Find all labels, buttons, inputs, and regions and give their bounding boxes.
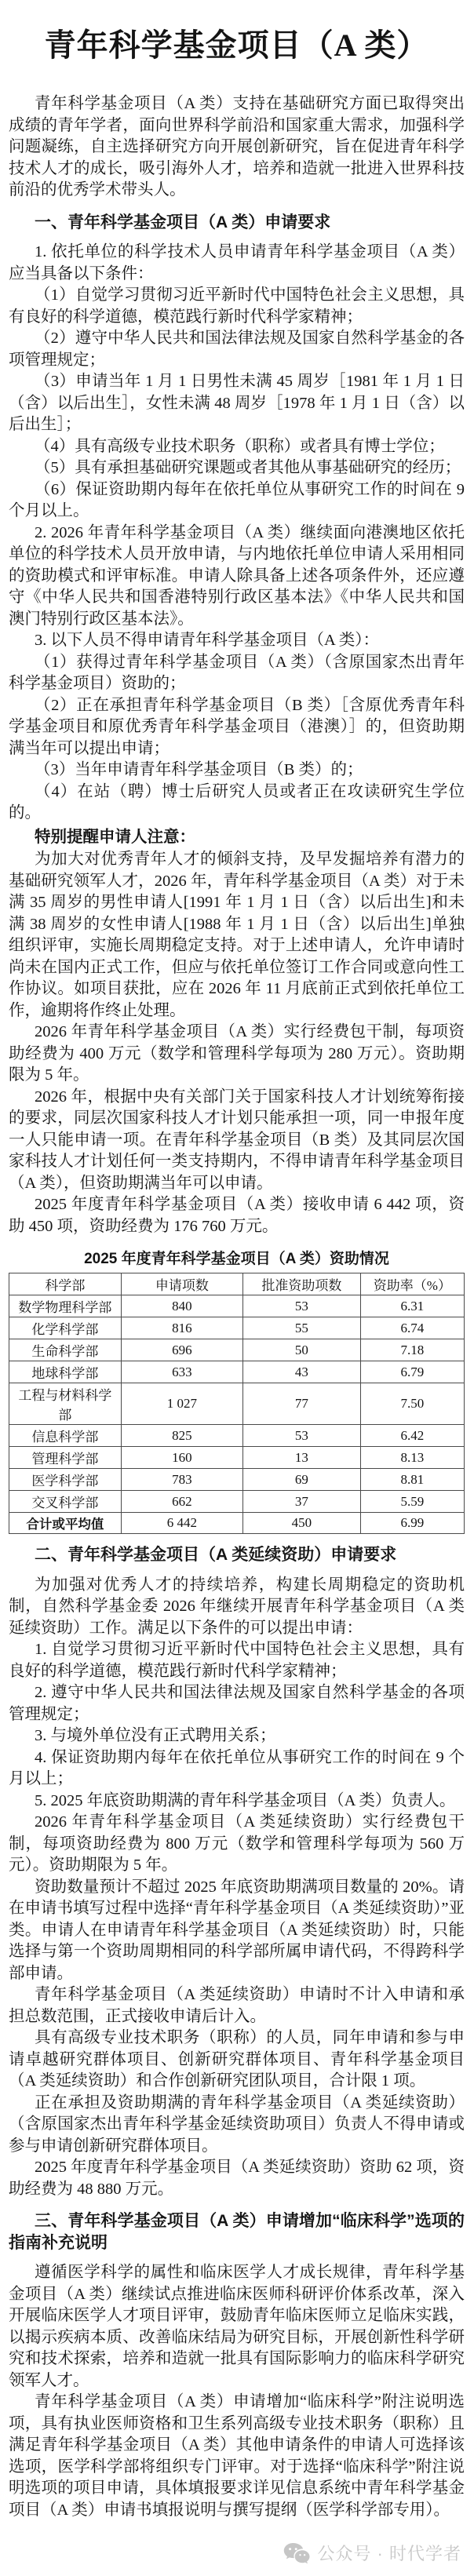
body-paragraph: （4）具有高级专业技术职务（职称）或者具有博士学位； — [35, 437, 445, 455]
table-cell: 816 — [121, 1317, 242, 1339]
body-paragraph: 5. 2025 年底资助期满的青年科学基金项目（A 类）负责人。 — [35, 1791, 456, 1809]
table-cell: 工程与材料科学部 — [9, 1383, 122, 1425]
table-cell: 7.18 — [360, 1339, 464, 1361]
section-heading: 一、青年科学基金项目（A 类）申请要求 — [35, 213, 331, 231]
section-heading: 二、青年科学基金项目（A 类延续资助）申请要求 — [35, 1546, 397, 1564]
body-paragraph: 青年科学基金项目（A 类）支持在基础研究方面已取得突出成绩的青年学者，面向世界科学前沿和国家重大需求，加强科学问题凝练，自主选择研究方向开展创新研究，旨在促进青年科学技术人才的成长，吸引海外人才，培养和造就一批进入世界科技前沿的优秀学术带头人。 — [9, 95, 465, 199]
watermark-text: 公众号 · 时代学者 — [317, 2544, 461, 2563]
table-cell: 8.13 — [360, 1447, 464, 1469]
table-row — [9, 1447, 465, 1469]
table-cell: 7.50 — [360, 1383, 464, 1425]
body-paragraph: （1）获得过青年科学基金项目（A 类）（含原国家杰出青年科学基金项目）资助的； — [9, 653, 465, 692]
table-cell: 50 — [243, 1339, 361, 1361]
table-row — [9, 1469, 465, 1491]
table-cell: 840 — [121, 1295, 242, 1317]
table-row — [9, 1295, 465, 1317]
body-paragraph: 2026 年青年科学基金项目（A 类延续资助）实行经费包干制，每项资助经费为 800 万元（数学和管理科学每项为 560 万元）。资助期限为 5 年。 — [9, 1813, 465, 1874]
table-cell: 6.31 — [360, 1295, 464, 1317]
table-row — [9, 1491, 465, 1513]
body-paragraph: 4. 保证资助期内每年在依托单位从事研究工作的时间在 9 个月以上； — [9, 1748, 465, 1787]
table-cell: 1 027 — [121, 1383, 242, 1425]
table-header-cell: 科学部 — [9, 1273, 122, 1295]
body-paragraph: 1. 依托单位的科学技术人员申请青年科学基金项目（A 类）应当具备以下条件： — [9, 243, 465, 282]
table-cell: 43 — [243, 1361, 361, 1383]
table-cell: 数学物理科学部 — [9, 1295, 122, 1317]
table-cell: 662 — [121, 1491, 242, 1513]
body-paragraph: 正在承担及资助期满的青年科学基金项目（A 类延续资助）（含原国家杰出青年科学基金延续资助项目）负责人不得申请或参与申请创新研究群体项目。 — [9, 2093, 465, 2155]
document-title: 青年科学基金项目（A 类） — [44, 27, 429, 63]
table-row — [9, 1383, 465, 1425]
body-paragraph: 2. 2026 年青年科学基金项目（A 类）继续面向港澳地区依托单位的科学技术人员开放申请，与内地依托单位申请人采用相同的资助模式和评审标准。申请人除具备上述各项条件外，还应遵守《中华人民共和国香港特别行政区基本法》《中华人民共和国澳门特别行政区基本法》。 — [9, 523, 465, 628]
body-paragraph: 1. 自觉学习贯彻习近平新时代中国特色社会主义思想，具有良好的科学道德，模范践行新时代科学家精神； — [9, 1641, 465, 1680]
body-paragraph: 3. 与境外单位没有正式聘用关系； — [35, 1727, 276, 1744]
document-body — [9, 93, 465, 2521]
body-paragraph: 2025 年度青年科学基金项目（A 类）接收申请 6 442 项，资助 450 项，资助经费为 176 760 万元。 — [9, 1196, 465, 1235]
wechat-icon — [283, 2542, 310, 2564]
table-cell: 77 — [243, 1383, 361, 1425]
table-cell: 交叉科学部 — [9, 1491, 122, 1513]
body-paragraph: （3）当年申请青年科学基金项目（B 类）的； — [35, 761, 363, 778]
table-cell: 医学科学部 — [9, 1469, 122, 1491]
body-paragraph: 2026 年，根据中央有关部门关于国家科技人才计划统筹衔接的要求，同层次国家科技人才计划只能承担一项，同一申报年度一人只能申请一项。在青年科学基金项目（B 类）及其同层次国家科技人才计划任何一类支持期内，不得申请青年科学基金项目（A 类），但资助期满当年可以申请。 — [9, 1088, 465, 1192]
section-heading: 三、青年科学基金项目（A 类）申请增加“临床科学”选项的指南补充说明 — [9, 2212, 465, 2252]
table-cell: 53 — [243, 1425, 361, 1447]
table-row — [9, 1425, 465, 1447]
table-cell: 6.74 — [360, 1317, 464, 1339]
table-cell: 13 — [243, 1447, 361, 1469]
table-cell: 化学科学部 — [9, 1317, 122, 1339]
table-row — [9, 1513, 465, 1534]
table-cell: 53 — [243, 1295, 361, 1317]
body-paragraph: 具有高级专业技术职务（职称）的人员，同年申请和参与申请卓越研究群体项目、创新研究群体项目、青年科学基金项目（A 类延续资助）和合作创新研究团队项目，合计限 1 项。 — [9, 2029, 465, 2090]
body-paragraph: （2）遵守中华人民共和国法律法规及国家自然科学基金的各项管理规定； — [9, 330, 465, 369]
table-cell: 37 — [243, 1491, 361, 1513]
table-cell: 450 — [243, 1513, 361, 1534]
body-paragraph: （3）申请当年 1 月 1 日男性未满 45 周岁［1981 年 1 月 1 日（含）以后出生］，女性未满 48 周岁［1978 年 1 月 1 日（含）以后出生］； — [9, 373, 465, 433]
table-row — [9, 1361, 465, 1383]
body-paragraph: 2. 遵守中华人民共和国法律法规及国家自然科学基金的各项管理规定； — [9, 1684, 465, 1723]
table-cell: 6 442 — [121, 1513, 242, 1534]
table-cell: 633 — [121, 1361, 242, 1383]
table-header-cell: 资助率（%） — [360, 1273, 464, 1295]
table-cell: 783 — [121, 1469, 242, 1491]
table-cell: 55 — [243, 1317, 361, 1339]
watermark — [283, 2541, 461, 2565]
funding-table — [9, 1273, 465, 1534]
table-cell: 8.81 — [360, 1469, 464, 1491]
table-cell: 696 — [121, 1339, 242, 1361]
body-paragraph: （5）具有承担基础研究课题或者其他从事基础研究的经历； — [35, 459, 461, 476]
table-row — [9, 1339, 465, 1361]
table-header-cell: 申请项数 — [121, 1273, 242, 1295]
body-paragraph: 为加强对优秀人才的持续培养，构建长周期稳定的资助机制，自然科学基金委 2026 年继续开展青年科学基金项目（A 类延续资助）工作。满足以下条件的可以提出申请： — [9, 1576, 465, 1637]
body-paragraph: 资助数量预计不超过 2025 年底资助期满项目数量的 20%。请在申请书填写过程中选择“青年科学基金项目（A 类延续资助）”亚类。申请人在申请青年科学基金项目（A 类延续资助）时，只能选择与第一个资助周期相同的科学部所属申请代码，不得跨科学部申请。 — [9, 1878, 465, 1982]
body-paragraph: （6）保证资助期内每年在依托单位从事研究工作的时间在 9 个月以上。 — [9, 480, 465, 519]
table-cell: 地球科学部 — [9, 1361, 122, 1383]
table-cell: 825 — [121, 1425, 242, 1447]
body-paragraph: 遵循医学科学的属性和临床医学人才成长规律，青年科学基金项目（A 类）继续试点推进临床医师科研评价体系改革，深入开展临床医学人才项目评审，鼓励青年临床医师立足临床实践，以揭示疾病本质、改善临床结局为研究目标，开展创新性科学研究和技术探索，培养和造就一批具有国际影响力的临床科学研究领军人才。 — [9, 2264, 465, 2389]
table-header-cell: 批准资助项数 — [243, 1273, 361, 1295]
table-cell: 69 — [243, 1469, 361, 1491]
table-cell: 160 — [121, 1447, 242, 1469]
body-paragraph: 青年科学基金项目（A 类延续资助）申请时不计入申请和承担总数范围，正式接收申请后计入。 — [9, 1986, 465, 2025]
table-row — [9, 1317, 465, 1339]
table-cell: 管理科学部 — [9, 1447, 122, 1469]
body-paragraph: 青年科学基金项目（A 类）申请增加“临床科学”附注说明选项，具有执业医师资格和卫生系列高级专业技术职务（职称）且满足青年科学基金项目（A 类）其他申请条件的申请人可选择该选项，医学科学部将组织专门评审。对于选择“临床科学”附注说明选项的项目申请，具体填报要求详见信息系统中青年科学基金项目（A 类）申请书填报说明与撰写提纲（医学科学部专用）。 — [9, 2393, 465, 2519]
table-cell: 6.42 — [360, 1425, 464, 1447]
table-cell: 生命科学部 — [9, 1339, 122, 1361]
body-paragraph: 2026 年青年科学基金项目（A 类）实行经费包干制，每项资助经费为 400 万元（数学和管理科学每项为 280 万元）。资助期限为 5 年。 — [9, 1023, 465, 1084]
table-cell: 5.59 — [360, 1491, 464, 1513]
table-cell: 6.99 — [360, 1513, 464, 1534]
table-cell: 6.79 — [360, 1361, 464, 1383]
body-paragraph: 3. 以下人员不得申请青年科学基金项目（A 类）： — [35, 632, 380, 649]
table-header-row — [9, 1273, 465, 1295]
notice-heading: 特别提醒申请人注意： — [35, 827, 195, 846]
table-cell: 合计或平均值 — [9, 1513, 122, 1534]
body-paragraph: （1）自觉学习贯彻习近平新时代中国特色社会主义思想，具有良好的科学道德，模范践行新时代科学家精神； — [9, 286, 465, 326]
body-paragraph: 为加大对优秀青年人才的倾斜支持，及早发掘培养有潜力的基础研究领军人才，2026 年，青年科学基金项目（A 类）对于未满 35 周岁的男性申请人[1991 年 1 月 1 日（含）以后出生]和未满 38 周岁的女性申请人[1988 年 1 月 1 日（含）以后出生]单独组织评审，实施长周期稳定支持。对于上述申请人，允许申请时尚未在国内正式工作，但应与依托单位签订工作合同或意向性工作协议。如项目获批，应在 2026 年 11 月底前正式到依托单位工作，逾期将作终止处理。 — [9, 851, 465, 1019]
body-paragraph: 2025 年度青年科学基金项目（A 类延续资助）资助 62 项，资助经费为 48 880 万元。 — [9, 2159, 465, 2198]
body-paragraph: （2）正在承担青年科学基金项目（B 类）［含原优秀青年科学基金项目和原优秀青年科学基金项目（港澳）］的，但资助期满当年可以提出申请； — [9, 696, 465, 757]
table-title: 2025 年度青年科学基金项目（A 类）资助情况 — [84, 1251, 389, 1267]
body-paragraph: （4）在站（聘）博士后研究人员或者正在攻读研究生学位的。 — [9, 782, 465, 822]
table-cell: 信息科学部 — [9, 1425, 122, 1447]
